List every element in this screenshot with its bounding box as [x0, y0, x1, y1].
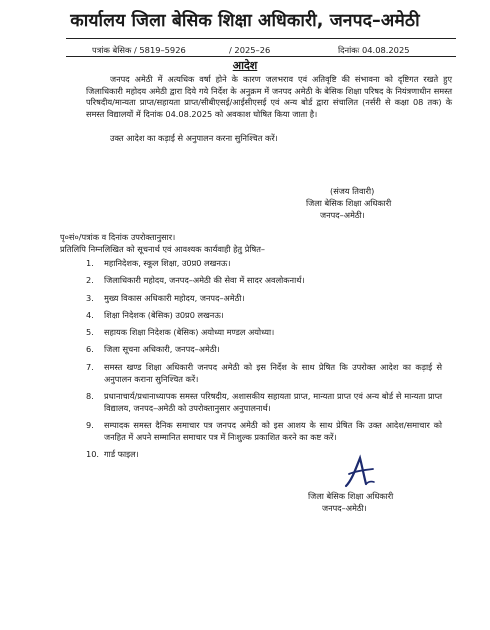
list-item: 10. गार्ड फाइल। — [86, 449, 139, 460]
reference-divider — [66, 56, 456, 57]
closing-designation: जिला बेसिक शिक्षा अधिकारी — [308, 491, 394, 501]
reference-date: दिनांकः 04.08.2025 — [338, 45, 410, 55]
list-item: 4. शिक्षा निदेशक (बेसिक) उ0प्र0 लखनऊ। — [86, 309, 224, 320]
order-title: आदेश — [232, 59, 258, 72]
signatory-name: (संजय तिवारी) — [330, 186, 375, 196]
list-item: 9. सम्पादक समस्त दैनिक समाचार पत्र जनपद अमेठी को इस आशय के साथ प्रेषित कि उक्त आदेश/समाचार को जनहित में अपने सम्मानित समाचार पत्र में निःशुल्क प्रकाशित करने का कष्ट करें। — [86, 419, 442, 442]
closing-district: जनपद–अमेठी। — [322, 503, 367, 513]
list-item: 6. जिला सूचना अधिकारी, जनपद–अमेठी। — [86, 344, 220, 355]
handwritten-signature — [340, 452, 380, 492]
closing-signatory — [308, 490, 393, 514]
list-item: 8. प्रधानाचार्य/प्रधानाध्यापक समस्त परिषदीय, अशासकीय सहायता प्राप्त, मान्यता प्राप्त एवं अन्य बोर्ड से मान्यता प्राप्त विद्यालय, जनपद–अमेठी को उपरोक्तानुसार अनुपालनार्थ। — [86, 390, 442, 413]
reference-year: / 2025–26 — [229, 45, 271, 55]
copy-recipient-list — [86, 258, 442, 466]
reference-number: पत्रांक बेसिक / 5819–5926 — [92, 45, 186, 55]
compliance-paragraph: उक्त आदेश का कड़ाई से अनुपालन करना सुनिश्चित करें। — [110, 133, 278, 143]
list-item: 5. सहायक शिक्षा निदेशक (बेसिक) अयोध्या मण्डल अयोध्या। — [86, 327, 275, 338]
copy-reference: पृ०सं०/पत्रांक व दिनांक उपरोक्तानुसार। — [60, 232, 176, 242]
list-item: 1. महानिदेशक, स्कूल शिक्षा, उ0प्र0 लखनऊ। — [86, 258, 231, 268]
list-item: 7. समस्त खण्ड शिक्षा अधिकारी जनपद अमेठी को इस निर्देश के साथ प्रेषित कि उपरोक्त आदेश का कड़ाई से अनुपालन कराना सुनिश्चित करें। — [86, 361, 442, 384]
list-item: 2. जिलाधिकारी महोदय, जनपद–अमेठी की सेवा में सादर अवलोकनार्थ। — [86, 275, 305, 286]
order-body-paragraph: जनपद अमेठी में अत्यधिक वर्षा होने के कारण जलभराव एवं अतिवृष्टि की संभावना को दृष्टिगत रखते हुए जिलाधिकारी महोदय अमेठी द्वारा दिये गये निर्देश के अनुक्रम में जनपद अमेठी के बेसिक शिक्षा परिषद के नियंत्रणाधीन समस्त परिषदीय/मान्यता प्राप्त/सहायता प्राप्त/सीबीएसई/आईसीएसई एवं अन्य बोर्ड द्वारा संचालित (नर्सरी से कक्षा 08 तक) के समस्त विद्यालयों में दिनांक 04.08.2025 को अवकाश घोषित किया जाता है। — [86, 74, 452, 119]
office-title: कार्यालय जिला बेसिक शिक्षा अधिकारी, जनपद–अमेठी — [70, 11, 420, 31]
list-item: 3. मुख्य विकास अधिकारी महोदय, जनपद–अमेठी। — [86, 292, 245, 303]
signatory-designation: जिला बेसिक शिक्षा अधिकारी — [306, 198, 392, 208]
copy-intro: प्रतिलिपि निम्नलिखित को सूचनार्थ एवं आवश्यक कार्यवाही हेतु प्रेषित– — [60, 244, 265, 254]
signatory-district: जनपद–अमेठी। — [320, 210, 365, 220]
header-divider — [66, 38, 456, 39]
